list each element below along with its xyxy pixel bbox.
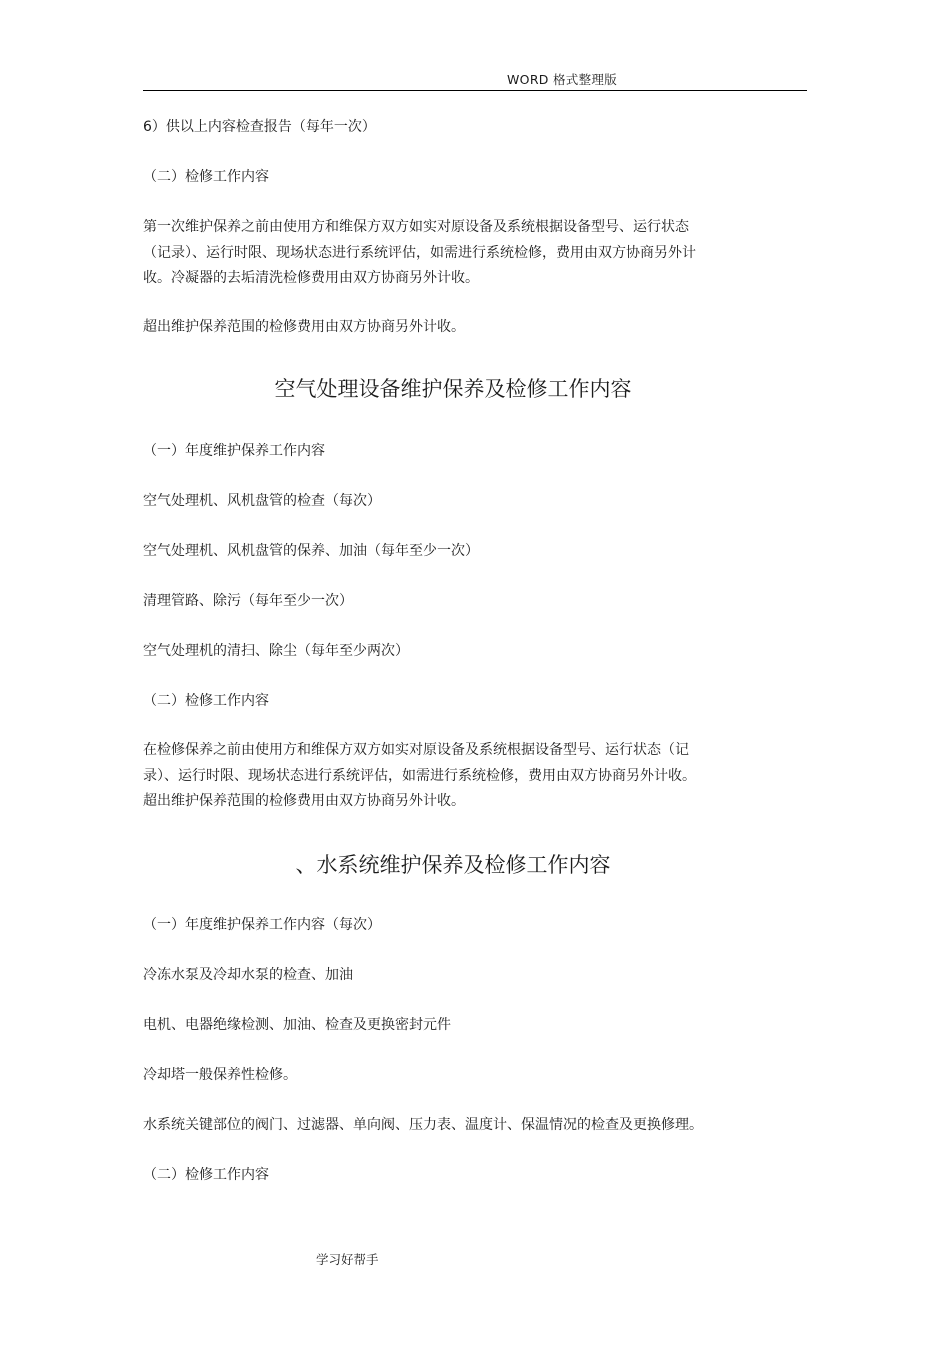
heading-air-handling: 空气处理设备维护保养及检修工作内容 [274,377,632,401]
list-item: 空气处理机、风机盘管的检查（每次） [143,493,381,509]
subsection-title-repair: （二）检修工作内容 [143,693,269,709]
paragraph-air-repair: 在检修保养之前由使用方和维保方双方如实对原设备及系统根据设备型号、运行状态（记 录）、运行时限、现场状态进行系统评估，如需进行系统检修，费用由双方协商另外计收。 超出维护保养范围的检修费用由双方协商另外计收。 [143,742,696,809]
page-header [143,68,807,91]
list-item: 清理管路、除污（每年至少一次） [143,593,353,609]
list-item: 冷却塔一般保养性检修。 [143,1067,297,1083]
header-text: WORD 格式整理版 [507,72,617,87]
list-item: 水系统关键部位的阀门、过滤器、单向阀、压力表、温度计、保温情况的检查及更换修理。 [143,1117,703,1133]
list-item: 空气处理机、风机盘管的保养、加油（每年至少一次） [143,543,479,559]
list-item: 空气处理机的清扫、除尘（每年至少两次） [143,643,409,659]
subsection-title-annual: （一）年度维护保养工作内容 [143,443,325,459]
paragraph-first-maintenance: 第一次维护保养之前由使用方和维保方双方如实对原设备及系统根据设备型号、运行状态 （记录）、运行时限、现场状态进行系统评估，如需进行系统检修，费用由双方协商另外计 收。冷凝器的去垢清洗检修费用由双方协商另外计收。 [143,219,696,286]
list-item: 冷冻水泵及冷却水泵的检查、加油 [143,967,353,983]
subsection-title-repair: （二）检修工作内容 [143,169,269,185]
subsection-title-repair: （二）检修工作内容 [143,1167,269,1183]
paragraph-extra-cost: 超出维护保养范围的检修费用由双方协商另外计收。 [143,319,465,335]
page-footer: 学习好帮手 [316,1252,379,1267]
heading-water-system: 、水系统维护保养及检修工作内容 [295,853,611,877]
list-item: 电机、电器绝缘检测、加油、检查及更换密封元件 [143,1017,451,1033]
item-6: 6）供以上内容检查报告（每年一次） [143,119,376,135]
subsection-title-annual: （一）年度维护保养工作内容（每次） [143,917,381,933]
